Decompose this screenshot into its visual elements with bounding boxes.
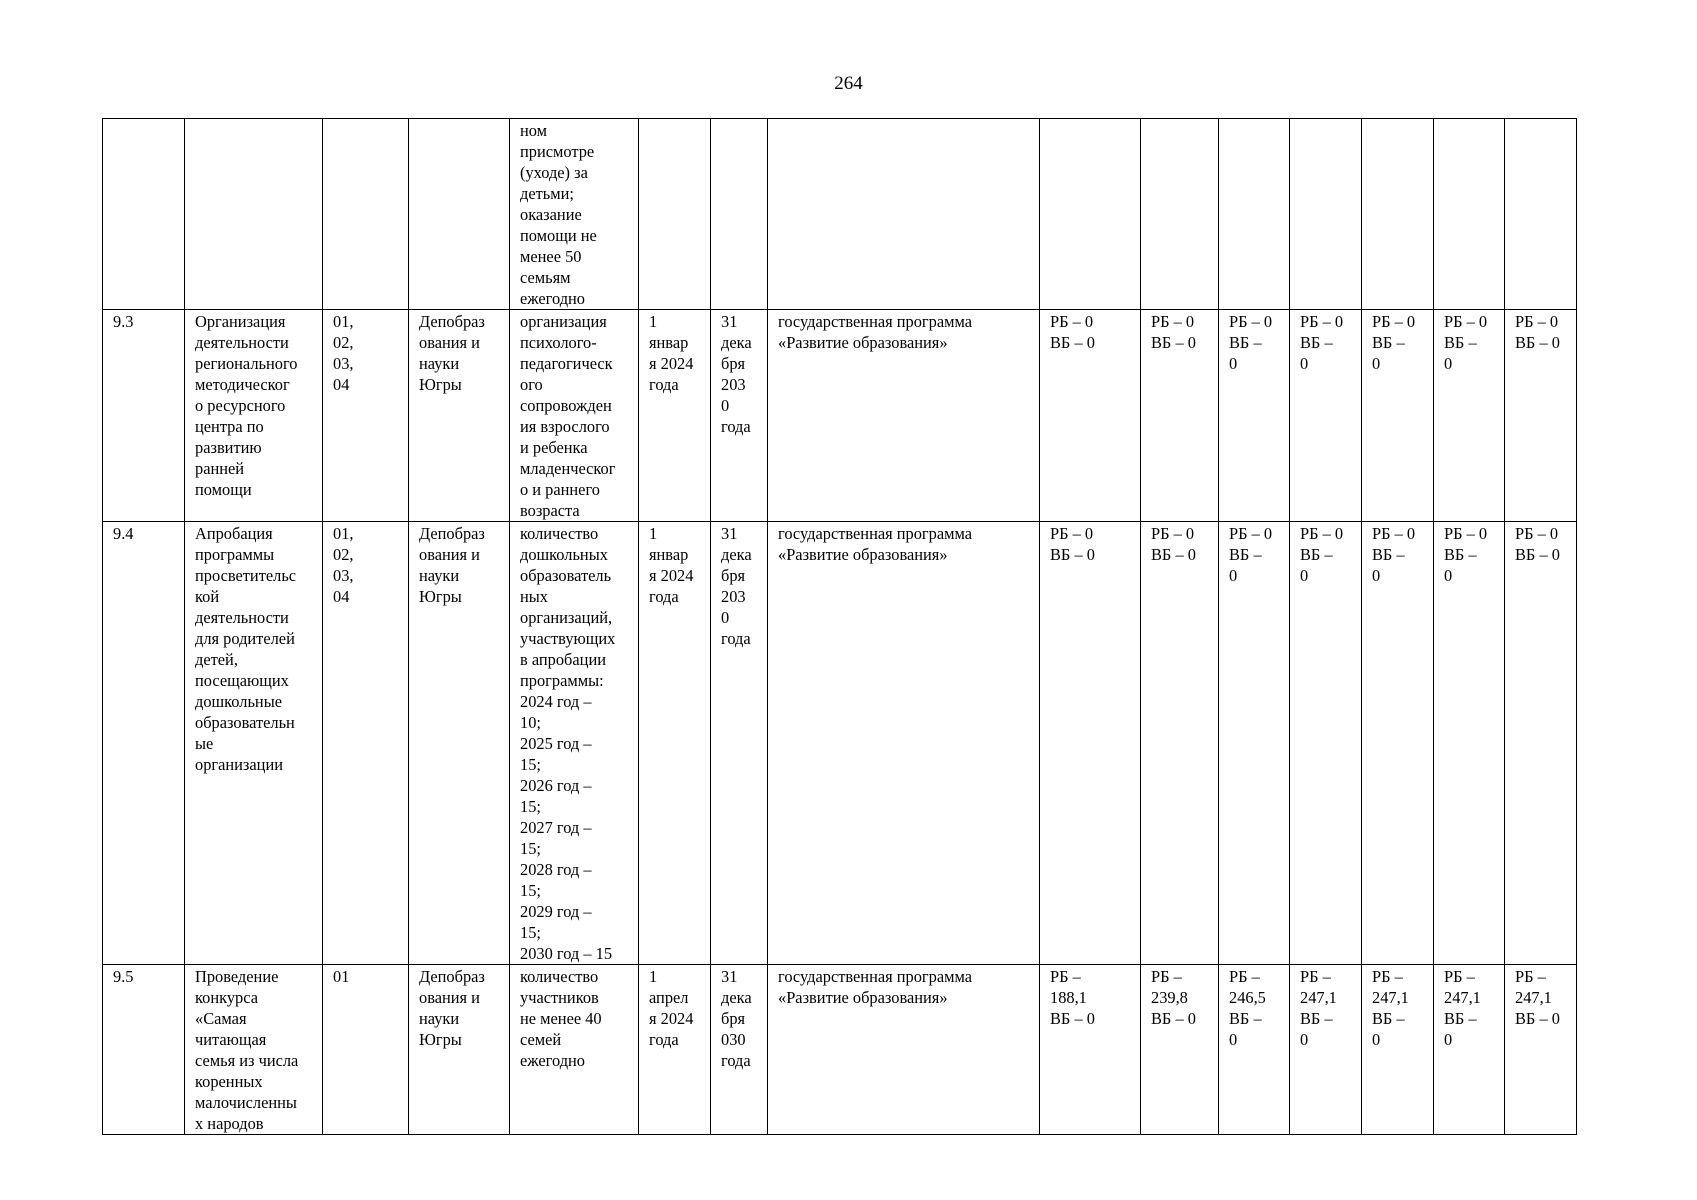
cell-result: количество дошкольных образователь ных организаций, участвующих в апробации программы: 2024 год – 10; 2025 год – 15; 2026 год – 15; 2027 год – 15; 2028 год – 15; 2029 год – 15; 2030 год – 15 [510,522,639,965]
cell-funding-2027: РБ – 0 ВБ – 0 [1290,522,1362,965]
cell-activity-name [185,119,323,310]
cell-funding-2030 [1505,119,1577,310]
table-row-continuation [103,119,1577,310]
cell-item-number: 9.3 [103,310,185,522]
cell-executor: Депобраз ования и науки Югры [409,310,510,522]
cell-item-number: 9.5 [103,965,185,1135]
cell-funding-2024: РБ – 0 ВБ – 0 [1040,310,1141,522]
table-row-9-5 [103,965,1577,1135]
cell-result: организация психолого- педагогическ ого сопровожден ия взрослого и ребенка младенческог о и раннего возраста [510,310,639,522]
cell-funding-2025 [1141,119,1219,310]
cell-funding-2029: РБ – 0 ВБ – 0 [1434,522,1505,965]
cell-end-date: 31 дека бря 030 года [711,965,768,1135]
cell-executor: Депобраз ования и науки Югры [409,522,510,965]
cell-funding-2028: РБ – 0 ВБ – 0 [1362,522,1434,965]
cell-activity-name: Апробация программы просветительс кой деятельности для родителей детей, посещающих дошкольные образовательн ые организации [185,522,323,965]
cell-task-codes: 01, 02, 03, 04 [323,522,409,965]
cell-funding-2026: РБ – 0 ВБ – 0 [1219,522,1290,965]
cell-activity-name: Проведение конкурса «Самая читающая семья из числа коренных малочисленны х народов [185,965,323,1135]
cell-funding-2026 [1219,119,1290,310]
cell-program: государственная программа «Развитие образования» [768,522,1040,965]
cell-task-codes: 01, 02, 03, 04 [323,310,409,522]
cell-task-codes: 01 [323,965,409,1135]
cell-end-date [711,119,768,310]
cell-start-date: 1 апрел я 2024 года [639,965,711,1135]
cell-funding-2030: РБ – 0 ВБ – 0 [1505,310,1577,522]
cell-funding-2024: РБ – 0 ВБ – 0 [1040,522,1141,965]
cell-program [768,119,1040,310]
cell-program: государственная программа «Развитие образования» [768,965,1040,1135]
cell-item-number: 9.4 [103,522,185,965]
page-number: 264 [834,73,863,94]
cell-result: количество участников не менее 40 семей ежегодно [510,965,639,1135]
cell-funding-2027: РБ – 0 ВБ – 0 [1290,310,1362,522]
table-row-9-3 [103,310,1577,522]
cell-funding-2027 [1290,119,1362,310]
table-row-9-4 [103,522,1577,965]
cell-executor: Депобраз ования и науки Югры [409,965,510,1135]
cell-funding-2025: РБ – 239,8 ВБ – 0 [1141,965,1219,1135]
cell-funding-2030: РБ – 247,1 ВБ – 0 [1505,965,1577,1135]
cell-activity-name: Организация деятельности регионального методическог о ресурсного центра по развитию ранней помощи [185,310,323,522]
cell-funding-2030: РБ – 0 ВБ – 0 [1505,522,1577,965]
cell-funding-2025: РБ – 0 ВБ – 0 [1141,522,1219,965]
cell-funding-2028: РБ – 247,1 ВБ – 0 [1362,965,1434,1135]
cell-task-codes [323,119,409,310]
cell-end-date: 31 дека бря 203 0 года [711,310,768,522]
cell-start-date: 1 январ я 2024 года [639,522,711,965]
cell-funding-2029: РБ – 247,1 ВБ – 0 [1434,965,1505,1135]
cell-funding-2029: РБ – 0 ВБ – 0 [1434,310,1505,522]
cell-funding-2027: РБ – 247,1 ВБ – 0 [1290,965,1362,1135]
cell-start-date [639,119,711,310]
cell-item-number [103,119,185,310]
cell-funding-2029 [1434,119,1505,310]
cell-funding-2025: РБ – 0 ВБ – 0 [1141,310,1219,522]
cell-funding-2028: РБ – 0 ВБ – 0 [1362,310,1434,522]
activities-table [102,118,1577,1135]
cell-funding-2028 [1362,119,1434,310]
cell-start-date: 1 январ я 2024 года [639,310,711,522]
cell-program: государственная программа «Развитие образования» [768,310,1040,522]
cell-funding-2024 [1040,119,1141,310]
cell-result: ном присмотре (уходе) за детьми; оказание помощи не менее 50 семьям ежегодно [510,119,639,310]
cell-funding-2024: РБ – 188,1 ВБ – 0 [1040,965,1141,1135]
cell-end-date: 31 дека бря 203 0 года [711,522,768,965]
cell-funding-2026: РБ – 0 ВБ – 0 [1219,310,1290,522]
cell-executor [409,119,510,310]
cell-funding-2026: РБ – 246,5 ВБ – 0 [1219,965,1290,1135]
